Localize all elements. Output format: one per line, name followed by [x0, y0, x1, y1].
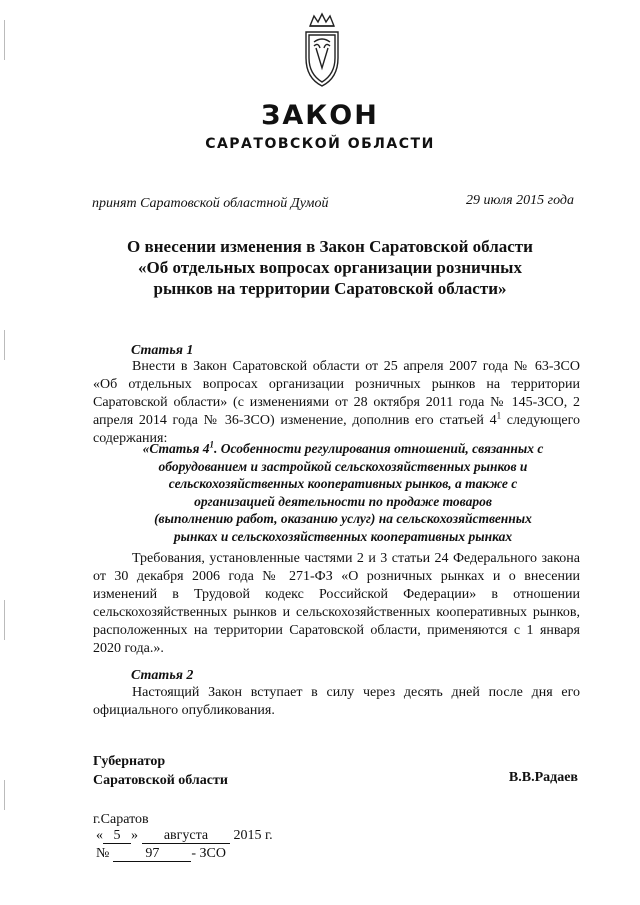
new-article-line: оборудованием и застройкой сельскохозяйственных рынков и — [158, 458, 528, 474]
new-article-suffix: . Особенности регулирования отношений, связанных с — [214, 441, 544, 456]
signatory-title-line: Саратовской области — [93, 773, 228, 788]
new-article-superscript: 1 — [209, 439, 215, 450]
law-title-line: «Об отдельных вопросах организации розничных — [138, 258, 522, 277]
new-article-line: сельскохозяйственных кооперативных рынков, а также с — [168, 476, 518, 491]
scan-edge-mark — [4, 20, 5, 60]
law-title — [80, 236, 580, 299]
number-sign: № — [96, 846, 110, 861]
article-1-text-end: следующего содержания: — [93, 413, 580, 446]
new-article-line: (выполнению работ, оказанию услуг) на сельскохозяйственных — [154, 511, 532, 526]
signatory-name: В.В.Радаев — [508, 770, 578, 785]
law-title-line: рынков на территории Саратовской области» — [153, 279, 507, 298]
requirements-paragraph: Требования, установленные частями 2 и 3 статьи 24 Федерального закона от 30 декабря 2006 года № 271-ФЗ «О розничных рынках и о внесении изменений в Трудовой кодекс Российской Федерации» в отношении сельскохозяйственных рынков и сельскохозяйственных кооперативных рынков, расположенных на территории Саратовской области, применяются с 1 января 2020 года.». — [93, 551, 580, 656]
document-region: САРАТОВСКОЙ ОБЛАСТИ — [205, 136, 435, 152]
date-quote-close: » — [131, 828, 138, 843]
article-2-heading: Статья 2 — [131, 668, 194, 683]
adopted-by: принят Саратовской областной Думой — [92, 196, 329, 211]
law-number-suffix: - ЗСО — [191, 846, 226, 861]
coat-of-arms-emblem-icon — [300, 12, 344, 88]
scan-edge-mark — [4, 330, 5, 360]
date-year: 2015 г. — [233, 828, 273, 843]
document-type: ЗАКОН — [261, 100, 379, 131]
date-month: августа — [142, 828, 230, 844]
signatory-title-line: Губернатор — [93, 754, 166, 769]
adopted-date: 29 июля 2015 года — [466, 193, 574, 208]
article-number-superscript: 1 — [496, 410, 502, 421]
scan-edge-mark — [4, 780, 5, 810]
article-1-heading: Статья 1 — [131, 343, 194, 358]
law-number-value: 97 — [113, 846, 191, 862]
new-article-line: рынках и сельскохозяйственных кооперативных рынках — [173, 528, 513, 544]
signing-place: г.Саратов — [93, 812, 149, 827]
signatory-title — [93, 752, 228, 790]
date-day: 5 — [103, 828, 131, 844]
scan-edge-mark — [4, 600, 5, 640]
new-article-prefix: «Статья 4 — [142, 441, 210, 456]
new-article-heading — [108, 440, 578, 545]
article-1-text-main: Внести в Закон Саратовской области от 25 апреля 2007 года № 63-ЗСО «Об отдельных вопросах организации розничных рынков на территории Саратовской области» (с изменениями от 28 октября 2011 года № 145-ЗСО, 2 апреля 2014 года № 36-ЗСО) изменение, дополнив его статьей 4 — [93, 359, 580, 428]
new-article-line: организацией деятельности по продаже товаров — [194, 493, 492, 509]
date-quote-open: « — [96, 828, 103, 843]
law-number — [96, 846, 226, 862]
law-title-line: О внесении изменения в Закон Саратовской области — [127, 237, 533, 256]
article-2-text: Настоящий Закон вступает в силу через десять дней после дня его официального опубликования. — [93, 685, 580, 718]
signing-date — [96, 828, 273, 844]
new-article-line — [108, 440, 578, 458]
article-1-text — [93, 358, 580, 448]
